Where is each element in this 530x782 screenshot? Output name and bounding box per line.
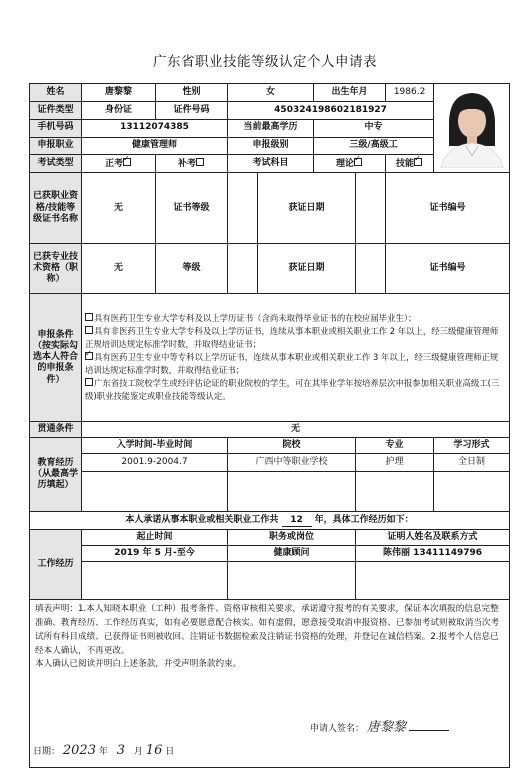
date-row [33, 743, 174, 758]
work-promise-tail: 年，具体工作经历如下： [314, 514, 414, 525]
checkbox-empty-icon[interactable] [85, 378, 93, 386]
application-form [29, 83, 510, 768]
birth-value: 1986.2 [386, 84, 434, 102]
condition-text-3: 具有医药卫生专业中等专科以上学历证书，连续从事本职业或相关职业工作 3 年以上，经三级健康管理师正规培训达规定标准学时数，并取得结业证书； [85, 352, 499, 376]
signature-row [310, 716, 449, 735]
condition-item-3[interactable] [85, 351, 506, 377]
condition-item-4[interactable] [85, 377, 506, 403]
edu-school: 广西中等职业学校 [228, 454, 356, 472]
occupation-label: 申报职业 [30, 137, 82, 155]
occupation-value: 健康管理师 [82, 137, 228, 155]
subject-skill-label: 技能 [396, 158, 415, 169]
through-label: 贯通条件 [30, 422, 82, 438]
education-level-value: 中专 [314, 119, 434, 137]
edu-empty-cell [82, 472, 228, 512]
date-month: 3 [116, 743, 126, 758]
checkbox-empty-icon[interactable] [196, 158, 204, 166]
edu-header-school: 院校 [228, 438, 356, 454]
work-header-position: 职务或岗位 [228, 530, 356, 546]
edu-mode: 全日制 [434, 454, 510, 472]
qualification-grade-value [228, 173, 258, 244]
edu-empty-cell [356, 472, 434, 512]
date-ri: 日 [165, 747, 175, 757]
work-promise-text: 本人承诺从事本职业或相关职业工作共 [125, 514, 279, 525]
signature-handwriting: 唐黎黎 [366, 720, 406, 735]
work-position: 健康顾问 [228, 546, 356, 562]
work-header-period: 起止时间 [82, 530, 228, 546]
checkbox-checked-icon[interactable] [123, 158, 131, 166]
exam-subject-label: 考试科目 [228, 155, 314, 173]
signature-line [409, 730, 449, 731]
condition-text-2: 具有非医药卫生专业大学专科及以上学历证书，连续从事本职业或相关职业工作 2 年以上，经三级健康管理师正规培训达规定标准学时数，并取得结业证书； [85, 326, 499, 350]
qualification-label: 已获职业资格/技能等级证书名称 [30, 173, 82, 244]
condition-text-4: 广东省技工院校学生或经评估论证的职业院校的学生，可在其毕业学年按培养层次申报参加相关职业高级工(三级)职业技能鉴定或职业技能等级认定。 [85, 378, 500, 402]
work-empty-cell [228, 562, 356, 600]
qualification-date-value [356, 173, 386, 244]
qualification-date-label: 获证日期 [258, 173, 356, 244]
work-empty-cell [82, 562, 228, 600]
id-type-label: 证件类型 [30, 101, 82, 119]
exam-first-option[interactable] [82, 155, 156, 173]
phone-value: 13112074385 [82, 119, 228, 137]
work-header-reference: 证明人姓名及联系方式 [356, 530, 510, 546]
gender-value: 女 [228, 84, 314, 102]
exam-makeup-option[interactable] [156, 155, 228, 173]
date-yue: 月 [133, 747, 143, 757]
table-row [30, 454, 510, 472]
declaration-text: 填表声明：1.本人知晓本职业（工种）报考条件、资格审核相关要求，承诺遵守报考的有关要求，保证本次填报的信息完整准确、教育经历、工作经历真实，如有必要愿意配合核实。如有虚假，愿意接受取消申报资格、已参加考试则被取消当次考试所有科目成绩、已获得证书则被收回、注销证书数据检索及注销证书资格的处理，并登记在诚信档案。2.报考个人信息已经本人确认，不再更改。 [35, 604, 500, 656]
edu-header-major: 专业 [356, 438, 434, 454]
subject-theory-label: 理论 [336, 158, 355, 169]
gender-label: 性别 [156, 84, 228, 102]
title-qualification-label: 已获专业技术资格（职称） [30, 244, 82, 294]
exam-makeup-label: 补考 [178, 158, 197, 169]
education-label: 教育经历（从最高学历填起） [30, 438, 82, 512]
phone-label: 手机号码 [30, 119, 82, 137]
title-grade-label: 等级 [156, 244, 228, 294]
qualification-number-label: 证书编号 [386, 173, 510, 244]
through-value: 无 [82, 422, 510, 438]
work-empty-cell [356, 562, 510, 600]
conditions-label: 申报条件（按实际勾选本人符合的申报条件） [30, 294, 82, 422]
date-day: 16 [145, 743, 163, 758]
conditions-list [82, 294, 510, 422]
work-period: 2019 年 5 月-至今 [82, 546, 228, 562]
title-grade-value [228, 244, 258, 294]
id-type-value: 身份证 [82, 101, 156, 119]
id-number-label: 证件号码 [156, 101, 228, 119]
education-level-label: 当前最高学历 [228, 119, 314, 137]
condition-text-1: 具有医药卫生专业大学专科及以上学历证书（含尚未取得毕业证书的在校应届毕业生）； [94, 313, 417, 324]
edu-period: 2001.9-2004.7 [82, 454, 228, 472]
checkbox-empty-icon[interactable] [85, 313, 93, 321]
declaration-confirm: 本人确认已阅读并明白上述条款，并受声明条款约束。 [35, 659, 242, 670]
title-number-label: 证书编号 [386, 244, 510, 294]
checkbox-empty-icon[interactable] [85, 326, 93, 334]
qualification-grade-label: 证书等级 [156, 173, 228, 244]
edu-major: 护理 [356, 454, 434, 472]
title-qualification-value: 无 [82, 244, 156, 294]
table-row [30, 562, 510, 600]
level-value: 三级/高级工 [314, 137, 434, 155]
work-label: 工作经历 [30, 530, 82, 600]
level-label: 申报级别 [228, 137, 314, 155]
exam-type-label: 考试类型 [30, 155, 82, 173]
subject-skill-option[interactable] [386, 155, 434, 173]
name-value: 唐黎黎 [82, 84, 156, 102]
checkbox-checked-icon[interactable] [85, 352, 93, 360]
edu-empty-cell [228, 472, 356, 512]
table-row [30, 472, 510, 512]
portrait-image [435, 84, 509, 168]
subject-theory-option[interactable] [314, 155, 386, 173]
qualification-value: 无 [82, 173, 156, 244]
birth-label: 出生年月 [314, 84, 386, 102]
signature-label: 申请人签名： [310, 724, 365, 734]
name-label: 姓名 [30, 84, 82, 102]
condition-item-1[interactable] [85, 312, 506, 325]
date-nian: 年 [98, 747, 108, 757]
title-date-value [356, 244, 386, 294]
edu-header-period: 入学时间-毕业时间 [82, 438, 228, 454]
table-row [30, 546, 510, 562]
date-year: 2023 [62, 743, 96, 758]
work-years: 12 [282, 515, 312, 527]
work-promise [30, 512, 510, 530]
edu-header-mode: 学习形式 [434, 438, 510, 454]
condition-item-2[interactable] [85, 325, 506, 351]
edu-empty-cell [434, 472, 510, 512]
form-title: 广东省职业技能等级认定个人申请表 [153, 54, 377, 70]
work-reference: 陈伟丽 13411149796 [356, 546, 510, 562]
exam-first-label: 正考 [105, 158, 124, 169]
title-date-label: 获证日期 [258, 244, 356, 294]
id-number-value: 450324198602181927 [228, 101, 434, 119]
applicant-photo [434, 84, 510, 173]
checkbox-checked-icon[interactable] [354, 158, 362, 166]
date-label: 日期： [33, 747, 61, 757]
checkbox-checked-icon[interactable] [414, 158, 422, 166]
